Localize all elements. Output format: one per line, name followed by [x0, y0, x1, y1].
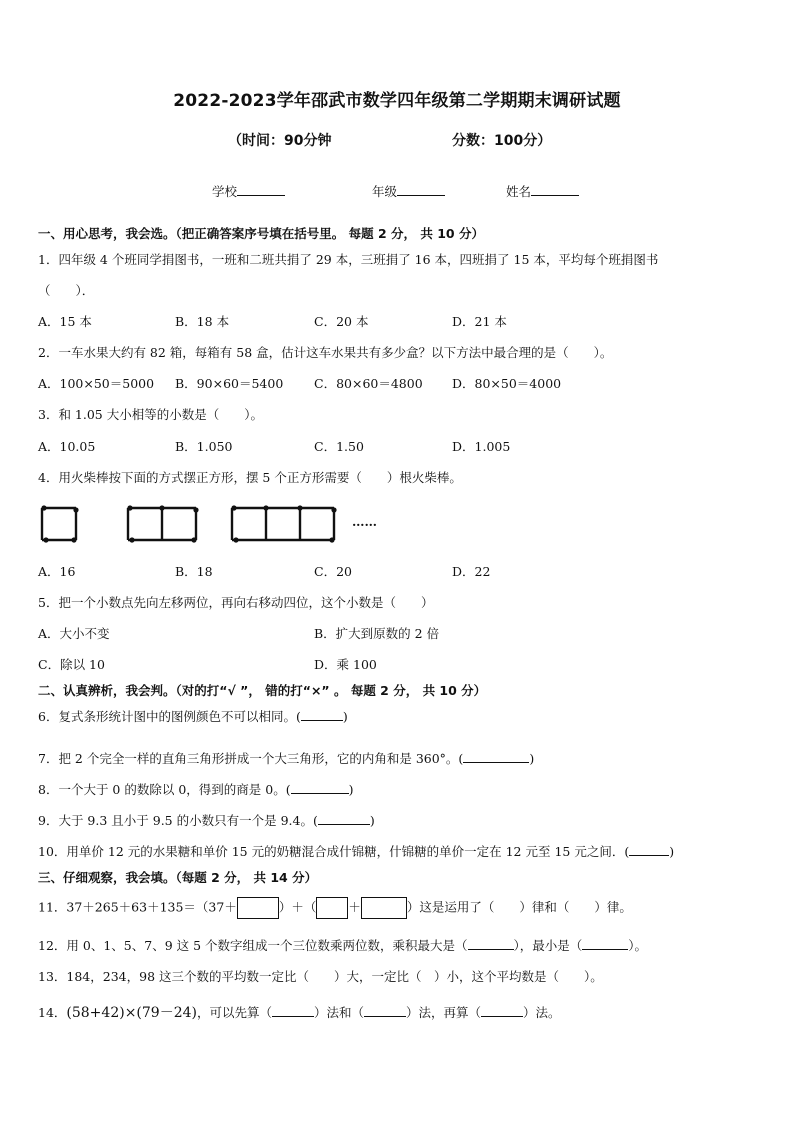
q6-answer-blank[interactable]	[301, 708, 343, 721]
q4-text: 4．用火柴棒按下面的方式摆正方形，摆 5 个正方形需要（ ）根火柴棒。	[38, 470, 462, 485]
q11-box-3[interactable]	[361, 897, 407, 919]
q3-option-a[interactable]: A．10.05	[38, 439, 96, 454]
q9-text: 9．大于 9.3 且小于 9.5 的小数只有一个是 9.4。(	[38, 813, 318, 828]
q14-text-d: ）法，再算（	[406, 1005, 482, 1020]
q2-option-a[interactable]: A．100×50＝5000	[38, 376, 155, 391]
q9-answer-blank[interactable]	[318, 812, 370, 825]
q11-item	[38, 897, 632, 919]
q8-text: 8．一个大于 0 的数除以 0，得到的商是 0。(	[38, 782, 291, 797]
q11-box-2[interactable]	[316, 897, 348, 919]
q12-item	[38, 936, 647, 954]
q3-option-d[interactable]: D．1.005	[452, 439, 511, 454]
school-field[interactable]	[212, 182, 285, 200]
q7-text: 7．把 2 个完全一样的直角三角形拼成一个大三角形，它的内角和是 360°。(	[38, 751, 464, 766]
q6-close-paren: )	[342, 709, 348, 724]
q8-answer-blank[interactable]	[291, 781, 349, 794]
q14-number: 14．	[38, 1005, 67, 1020]
exam-time: （时间：90分钟	[228, 133, 332, 149]
q12-text-c: ）。	[628, 938, 648, 953]
q5-option-a[interactable]: A．大小不变	[38, 626, 110, 641]
q9-close-paren: )	[369, 813, 375, 828]
q5-text: 5．把一个小数点先向左移两位，再向右移动四位，这个小数是（ ）	[38, 595, 434, 610]
q1-option-a[interactable]: A．15 本	[38, 314, 92, 329]
q8-close-paren: )	[348, 782, 354, 797]
q14-expression: (58+42)×(79－24)	[66, 1005, 197, 1021]
q14-text-c: ）法和（	[314, 1005, 365, 1020]
q10-text: 10．用单价 12 元的水果糖和单价 15 元的奶糖混合成什锦糖，什锦糖的单价一定在 12 元至 15 元之间．(	[38, 844, 630, 859]
q3-option-b[interactable]: B．1.050	[175, 439, 233, 454]
q1-answer-paren: （ ）．	[38, 283, 95, 298]
q1-option-b[interactable]: B．18 本	[175, 314, 230, 329]
q6-item	[38, 707, 348, 725]
continuation-dots: ……	[352, 514, 377, 529]
q3-text: 3．和 1.05 大小相等的小数是（ ）。	[38, 407, 263, 422]
q14-blank-1[interactable]	[272, 1004, 314, 1017]
q12-text-b: ），最小是（	[513, 938, 583, 953]
q11-box-1[interactable]	[237, 897, 279, 919]
q5-option-b[interactable]: B．扩大到原数的 2 倍	[314, 626, 440, 641]
q12-blank-min[interactable]	[582, 937, 628, 950]
grade-label: 年级	[372, 184, 398, 199]
q14-blank-2[interactable]	[364, 1004, 406, 1017]
q1-text: 1．四年级 4 个班同学捐图书，一班和二班共捐了 29 本，三班捐了 16 本，四班捐了 15 本，平均每个班捐图书	[38, 252, 659, 267]
grade-field[interactable]	[372, 182, 445, 200]
q10-item	[38, 842, 674, 860]
q12-blank-max[interactable]	[468, 937, 514, 950]
q14-text-e: ）法。	[523, 1005, 561, 1020]
q4-option-c[interactable]: C．20	[314, 564, 352, 579]
q5-option-c[interactable]: C．除以 10	[38, 657, 105, 672]
matchstick-squares-figure	[36, 500, 396, 548]
q11-text-d: ）这是运用了（ ）律和（ ）律。	[406, 899, 632, 915]
page-title: 2022-2023学年邵武市数学四年级第二学期期末调研试题	[173, 91, 621, 111]
q2-option-c[interactable]: C．80×60＝4800	[314, 376, 423, 391]
q3-option-c[interactable]: C．1.50	[314, 439, 364, 454]
q9-item	[38, 811, 375, 829]
q2-text: 2．一车水果大约有 82 箱，每箱有 58 盒，估计这车水果共有多少盒？以下方法中最合理的是（ ）。	[38, 345, 613, 360]
q6-text: 6．复式条形统计图中的图例颜色不可以相同。(	[38, 709, 301, 724]
q2-option-b[interactable]: B．90×60＝5400	[175, 376, 284, 391]
q10-close-paren: )	[669, 844, 675, 859]
q11-text-c: ＋	[348, 899, 361, 915]
q13-text: 13．184，234，98 这三个数的平均数一定比（ ）大，一定比（ ）小，这个平均数是（ ）。	[38, 969, 603, 984]
school-blank[interactable]	[237, 183, 285, 196]
q11-text-b: ）＋（	[278, 899, 317, 915]
q1-option-d[interactable]: D．21 本	[452, 314, 507, 329]
q4-option-d[interactable]: D．22	[452, 564, 491, 579]
school-label: 学校	[212, 184, 238, 199]
q12-text-a: 12．用 0、1、5、7、9 这 5 个数字组成一个三位数乘两位数，乘积最大是（	[38, 938, 468, 953]
name-blank[interactable]	[531, 183, 579, 196]
grade-blank[interactable]	[397, 183, 445, 196]
q14-blank-3[interactable]	[481, 1004, 523, 1017]
q4-option-b[interactable]: B．18	[175, 564, 213, 579]
section-2-heading: 二、认真辨析，我会判。（对的打“√ ”， 错的打“×” 。 每题 2 分， 共 10 分）	[38, 683, 487, 698]
q10-answer-blank[interactable]	[629, 843, 669, 856]
q4-option-a[interactable]: A．16	[38, 564, 76, 579]
q5-option-d[interactable]: D．乘 100	[314, 657, 377, 672]
q7-close-paren: )	[529, 751, 535, 766]
q14-text-b: ，可以先算（	[196, 1005, 272, 1020]
q2-option-d[interactable]: D．80×50＝4000	[452, 376, 562, 391]
q8-item	[38, 780, 353, 798]
q14-item	[38, 1002, 561, 1022]
name-label: 姓名	[506, 184, 532, 199]
q7-item	[38, 749, 534, 767]
section-3-heading: 三、仔细观察，我会填。（每题 2 分， 共 14 分）	[38, 870, 318, 885]
q7-answer-blank[interactable]	[463, 750, 529, 763]
exam-score: 分数：100分）	[452, 133, 552, 149]
name-field[interactable]	[506, 182, 579, 200]
q11-text-a: 11．37＋265＋63＋135＝（37＋	[38, 899, 237, 915]
q1-option-c[interactable]: C．20 本	[314, 314, 369, 329]
section-1-heading: 一、用心思考，我会选。（把正确答案序号填在括号里。 每题 2 分， 共 10 分）	[38, 226, 484, 241]
